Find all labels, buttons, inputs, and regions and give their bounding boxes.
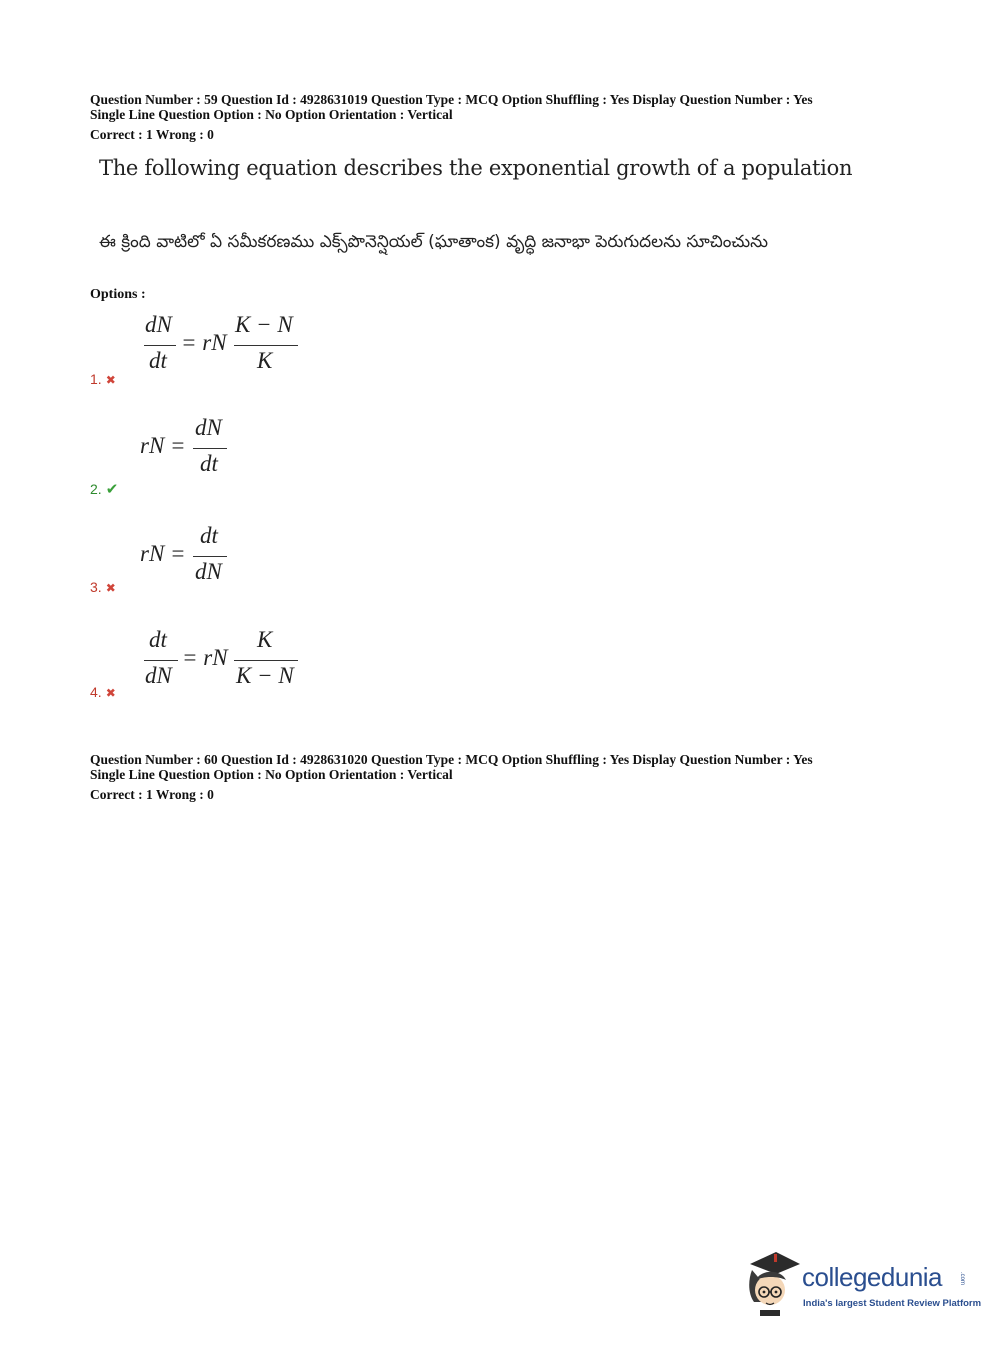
option-1-middle: = rN — [181, 330, 227, 355]
option-4-rhs-fraction-bar — [234, 660, 298, 661]
q59-text-english: The following equation describes the exponential growth of a population — [99, 156, 853, 180]
option-1-label: 1. — [90, 371, 102, 387]
option-3-label: 3. — [90, 579, 102, 595]
option-3-rhs-numerator: dt — [200, 523, 218, 548]
option-4-rhs-denominator: K − N — [236, 663, 294, 688]
option-4-lhs-numerator: dt — [149, 627, 167, 652]
wrong-cross-icon: ✖ — [105, 686, 116, 700]
option-4-number — [90, 684, 116, 700]
q60-meta-line3: Correct : 1 Wrong : 0 — [90, 787, 214, 802]
q60-meta-line1: Question Number : 60 Question Id : 4928631020 Question Type : MCQ Option Shuffling : Yes Display Question Number : Yes — [90, 752, 813, 767]
logo-tagline: India's largest Student Review Platform — [803, 1298, 982, 1309]
option-4-rhs-numerator: K — [257, 627, 273, 652]
option-2-rhs-numerator: dN — [195, 415, 222, 440]
option-2-fraction-bar — [193, 448, 227, 449]
q59-meta-line3: Correct : 1 Wrong : 0 — [90, 127, 214, 142]
q59-meta-line1: Question Number : 59 Question Id : 4928631019 Question Type : MCQ Option Shuffling : Yes Display Question Number : Yes — [90, 92, 813, 107]
q59-meta-line2: Single Line Question Option : No Option Orientation : Vertical — [90, 107, 453, 122]
q59-text-telugu: ఈ క్రింది వాటిలో ఏ సమీకరణము ఎక్స్‌పొనెన్షియల్ (ఘాతాంక) వృద్ధి జనాభా పెరుగుదలను సూచించును — [99, 232, 768, 252]
option-1-equation — [140, 312, 310, 382]
logo-suffix-text: .com — [959, 1272, 965, 1286]
option-1-rhs-fraction-bar — [234, 345, 298, 346]
option-1-lhs-numerator: dN — [145, 312, 172, 337]
options-label: Options : — [90, 287, 146, 302]
option-4-label: 4. — [90, 684, 102, 700]
option-3-number — [90, 579, 116, 595]
option-3-rhs-denominator: dN — [195, 559, 222, 584]
option-1-rhs-denominator: K — [257, 348, 273, 373]
option-2-lhs: rN = — [140, 433, 186, 458]
option-2-equation — [140, 415, 260, 485]
option-4-equation — [140, 627, 310, 697]
option-2-rhs-denominator: dt — [200, 451, 218, 476]
option-4-lhs-denominator: dN — [145, 663, 172, 688]
option-1-rhs-numerator: K − N — [235, 312, 293, 337]
option-3-equation — [140, 523, 260, 593]
correct-check-icon: ✔ — [105, 481, 119, 498]
collegedunia-logo — [742, 1250, 982, 1320]
option-4-middle: = rN — [182, 645, 228, 670]
option-2-number — [90, 480, 118, 498]
logo-brand-text: collegedunia — [802, 1262, 943, 1292]
option-1-lhs-denominator: dt — [149, 348, 167, 373]
option-4-lhs-fraction-bar — [144, 660, 178, 661]
wrong-cross-icon: ✖ — [105, 373, 116, 387]
option-2-label: 2. — [90, 481, 102, 497]
wrong-cross-icon: ✖ — [105, 581, 116, 595]
option-1-number — [90, 371, 116, 387]
graduate-mascot-icon — [742, 1250, 802, 1320]
option-3-fraction-bar — [193, 556, 227, 557]
option-1-lhs-fraction-bar — [144, 345, 176, 346]
q60-meta-line2: Single Line Question Option : No Option Orientation : Vertical — [90, 767, 453, 782]
option-3-lhs: rN = — [140, 541, 186, 566]
